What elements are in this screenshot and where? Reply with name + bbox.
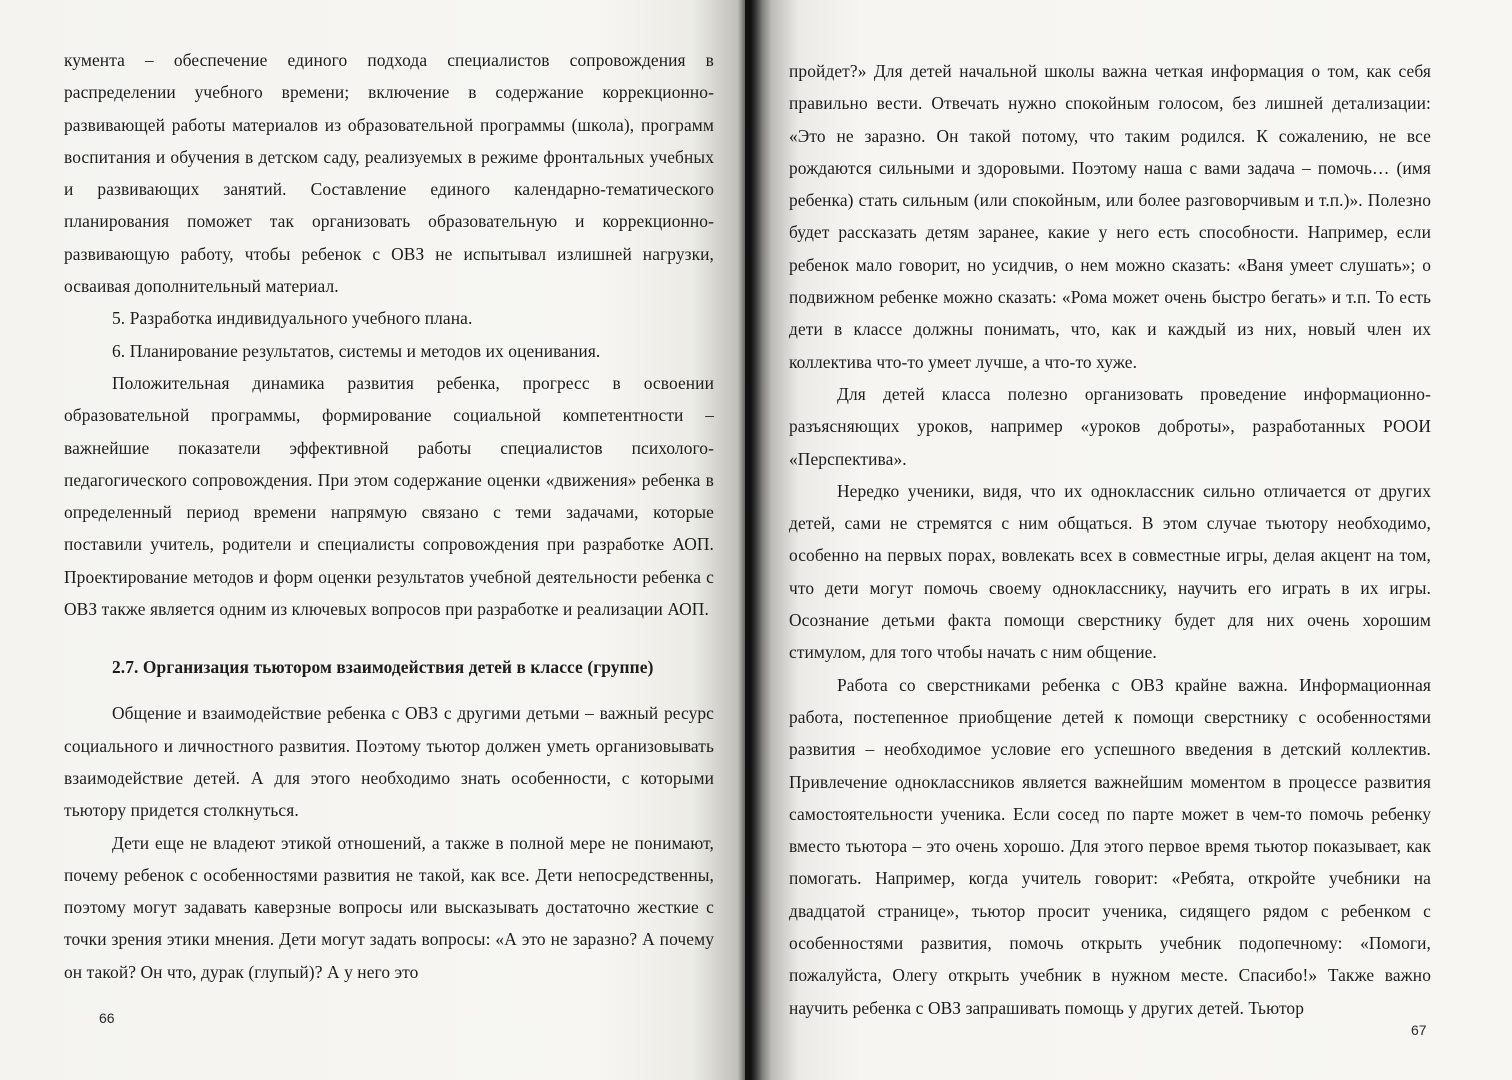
page-number-left: 66 — [99, 1010, 115, 1026]
paragraph: Работа со сверстниками ребенка с ОВЗ крайне важна. Информационная работа, постепенное приобщение детей к помощи сверстнику с особенностями развития – необходимое условие его успешного введения в детский коллектив. Привлечение одноклассников является важнейшим моментом в процессе развития самостоятельности ученика. Если сосед по парте может в чем-то помочь ребенку вместо тьютора – это очень хорошо. Для этого первое время тьютор показывает, как помогать. Например, когда учитель говорит: «Ребята, откройте учебники на двадцатой странице», тьютор просит ученика, сидящего рядом с ребенком с особенностями развития, помочь открыть учебник подопечному: «Помоги, пожалуйста, Олегу открыть учебник в нужном месте. Спасибо!» Также важно научить ребенка с ОВЗ запрашивать помощь у других детей. Тьютор — [789, 674, 1431, 1018]
page-number-right: 67 — [1411, 1022, 1427, 1038]
paragraph: кумента – обеспечение единого подхода специалистов сопровождения в распределении учебного времени; включение в содержание коррекционно-развивающей работы материалов из образовательной программы (школа), программ воспитания и обучения в детском саду, реализуемых в режиме фронтальных учебных и развивающих занятий. Составление единого календарно-тематического планирования поможет так организовать образовательную и коррекционно-развивающую работу, чтобы ребенок с ОВЗ не испытывал излишней нагрузки, осваивая дополнительный материал. — [64, 50, 714, 297]
right-page — [745, 0, 1512, 1080]
paragraph: пройдет?» Для детей начальной школы важна четкая информация о том, как себя правильно вести. Отвечать нужно спокойным голосом, без лишней детализации: «Это не заразно. Он такой потому, что таким родился. К сожалению, не все рождаются сильными и здоровыми. Поэтому наша с вами задача – помочь… (имя ребенка) стать сильным (или спокойным, или более разговорчивым и т.п.)». Полезно будет рассказать детям заранее, какие у него есть способности. Например, если ребенок мало говорит, но усидчив, о нем можно сказать: «Ваня умеет слушать»; о подвижном ребенке можно сказать: «Рома может очень быстро бегать» и т.п. То есть дети в классе должны понимать, что, как и каждый из них, новый член их коллектива что-то умеет лучше, а что-то хуже. — [789, 61, 1431, 372]
left-page-text — [64, 44, 714, 988]
right-page-text — [789, 55, 1431, 1024]
paragraph: Положительная динамика развития ребенка, прогресс в освоении образовательной программы, формирование социальной компетентности – важнейшие показатели эффективной работы специалистов психолого-педагогического сопровождения. При этом содержание оценки «движения» ребенка в определенный период времени напрямую связано с теми задачами, которые поставили учитель, родители и специалисты сопровождения при разработке АОП. Проектирование методов и форм оценки результатов учебной деятельности ребенка с ОВЗ также является одним из ключевых вопросов при разработке и реализации АОП. — [64, 372, 714, 620]
list-item: 6. Планирование результатов, системы и методов их оценивания. — [112, 340, 601, 361]
paragraph: Дети еще не владеют этикой отношений, а также в полной мере не понимают, почему ребенок с особенностями развития не такой, как все. Дети непосредственны, поэтому могут задавать каверзные вопросы или высказывать достаточно жесткие с точки зрения этики мнения. Дети могут задать вопросы: «А это не заразно? А почему он такой? Он что, дурак (глупый)? А у него это — [64, 832, 714, 982]
section-heading: 2.7. Организация тьютором взаимодействия детей в классе (группе) — [112, 657, 654, 678]
paragraph: Для детей класса полезно организовать проведение информационно-разъясняющих уроков, например «уроков доброты», разработанных РООИ «Перспектива». — [789, 383, 1431, 469]
paragraph: Общение и взаимодействие ребенка с ОВЗ с другими детьми – важный ресурс социального и личностного развития. Поэтому тьютор должен уметь организовывать взаимодействие детей. А для этого необходимо знать особенности, с которыми тьютору придется столкнуться. — [64, 703, 714, 821]
paragraph: Нередко ученики, видя, что их одноклассник сильно отличается от других детей, сами не стремятся с ним общаться. В этом случае тьютору необходимо, особенно на первых порах, вовлекать всех в совместные игры, делая акцент на том, что дети могут помочь своему однокласснику, научить его играть в их игры. Осознание детьми факта помощи сверстнику будет для них очень хорошим стимулом, для того чтобы начать с ним общение. — [789, 480, 1431, 663]
left-page — [0, 0, 745, 1080]
list-item: 5. Разработка индивидуального учебного плана. — [112, 308, 473, 329]
